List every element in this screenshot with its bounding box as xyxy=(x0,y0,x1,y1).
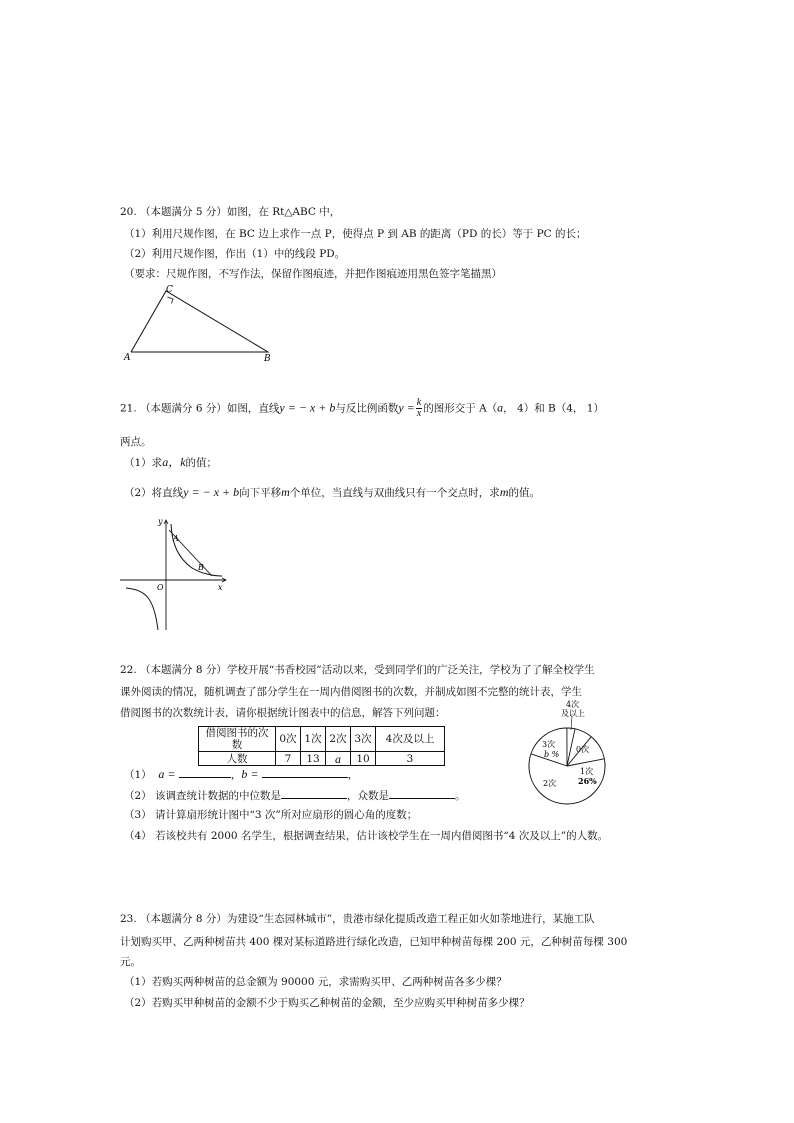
q21-part2-m: m xyxy=(281,485,290,499)
q22-part1-number: （1） xyxy=(124,769,152,781)
q22-part2 xyxy=(124,787,466,803)
q22-part1 xyxy=(124,766,358,782)
q22-part2-end: 。 xyxy=(455,790,466,802)
answer-blank-mode[interactable] xyxy=(389,787,455,799)
q21-text-1: 21. （本题满分 6 分）如图，直线 xyxy=(120,402,280,415)
pie-label-1-percent: 26% xyxy=(578,776,597,786)
pie-label-3-percent: b % xyxy=(544,750,560,759)
q22-line1: 22. （本题满分 8 分）学校开展“书香校园”活动以来，受到同学们的广泛关注，学校为了了解全校学生 xyxy=(120,664,595,676)
q21-part2-suffix: 的值。 xyxy=(508,487,540,499)
q22-line3: 借阅图书的次数统计表，请你根据统计图表中的信息，解答下列问题： xyxy=(120,707,446,719)
table-cell: 3 xyxy=(376,752,445,766)
q20-part2: （2）利用尺规作图，作出（1）中的线段 PD。 xyxy=(124,248,346,260)
q23-line2: 计划购买甲、乙两种树苗共 400 棵对某标道路进行绿化改造，已知甲种树苗每棵 200 元，乙种树苗每棵 300 xyxy=(120,936,628,948)
pie-label-0: 0次 xyxy=(576,745,590,754)
q22-line2: 课外阅读的情况，随机调查了部分学生在一周内借阅图书的次数，并制成如图不完整的统计表，学生 xyxy=(120,686,582,698)
table-cell: 3次 xyxy=(351,727,376,752)
q21-part2-mid2: 个单位，当直线与双曲线只有一个交点时，求 xyxy=(289,487,500,499)
q22-part2-mid: ，众数是 xyxy=(347,790,390,802)
q22-part1-end: ， xyxy=(347,769,359,781)
q21-part2 xyxy=(124,485,540,500)
table-cell: 7 xyxy=(276,752,301,766)
q20-part1: （1）利用尺规作图，在 BC 边上求作一点 P，使得点 P 到 AB 的距离（PD 的长）等于 PC 的长； xyxy=(124,228,587,240)
q23-part2: （2）若购买甲种树苗的金额不少于购买乙种树苗的金额，至少应购买甲种树苗多少棵？ xyxy=(124,997,530,1009)
q22-part3: （3） 请计算扇形统计图中“3 次”所对应扇形的圆心角的度数； xyxy=(124,809,418,821)
table-cell: 0次 xyxy=(276,727,301,752)
table-cell: 借阅图书的次数 xyxy=(199,727,276,752)
answer-blank-b[interactable] xyxy=(262,766,348,778)
q21-text-2: 与反比例函数 xyxy=(335,402,399,415)
table-cell: 13 xyxy=(301,752,326,766)
pie-label-3: 3次 xyxy=(542,740,556,749)
q20-requirement: （要求：尺规作图，不写作法，保留作图痕迹，并把作图痕迹用黑色签字笔描黑） xyxy=(124,268,502,280)
q23-part1: （1）若购买两种树苗的总金额为 90000 元，求需购买甲、乙两种树苗各多少棵？ xyxy=(124,976,507,988)
table-row xyxy=(199,752,445,766)
triangle-figure xyxy=(120,286,280,366)
answer-blank-median[interactable] xyxy=(281,787,347,799)
q21-part2-m2: m xyxy=(499,485,509,499)
y-axis-label: y xyxy=(158,517,163,526)
q21-line-equation: y = − x + b xyxy=(279,400,336,415)
pie-label-4plus-2: 及以上 xyxy=(561,709,585,718)
q22-b-label: b = xyxy=(241,767,259,781)
q23-line3: 元。 xyxy=(120,956,141,968)
q21-a-variable: a xyxy=(497,400,504,415)
q21-part1-prefix: （1）求 xyxy=(124,457,163,469)
borrow-count-table xyxy=(198,726,445,766)
q21-text-5: 两点。 xyxy=(120,436,152,448)
x-axis-label: x xyxy=(218,583,223,592)
q21-fraction xyxy=(416,398,422,419)
table-cell: 4次及以上 xyxy=(376,727,445,752)
vertex-b-label: B xyxy=(264,354,271,364)
q21-function-lhs: y = xyxy=(398,400,415,415)
answer-blank-a[interactable] xyxy=(179,766,231,778)
table-header-row xyxy=(199,727,445,752)
q21-part2-prefix: （2）将直线 xyxy=(124,487,184,499)
table-cell: 1次 xyxy=(301,727,326,752)
point-b-label: B xyxy=(198,563,204,572)
q21-title xyxy=(120,398,604,419)
table-cell: 人数 xyxy=(199,752,276,766)
q21-part1-suffix: 的值； xyxy=(185,457,218,469)
q21-part2-equation: y = − x + b xyxy=(183,485,240,499)
q22-part4: （4） 若该校共有 2000 名学生，根据调查结果，估计该校学生在一周内借阅图书“4 次及以上”的人数。 xyxy=(124,830,609,842)
table-cell: 10 xyxy=(351,752,376,766)
q22-a-label: a = xyxy=(158,767,176,781)
pie-label-1: 1次 xyxy=(580,767,594,776)
q21-text-4: ， 4）和 B（4， 1） xyxy=(503,402,604,415)
table-cell: a xyxy=(326,752,351,766)
pie-label-2: 2次 xyxy=(543,779,557,788)
pie-label-4plus: 4次 xyxy=(566,700,580,709)
q21-part2-mid: 向下平移 xyxy=(239,487,282,499)
q22-part2-text: （2） 该调查统计数据的中位数是 xyxy=(124,790,282,802)
q21-part1-vars: a，k xyxy=(162,455,186,469)
origin-label: O xyxy=(157,583,164,592)
q23-line1: 23. （本题满分 8 分）为建设“生态园林城市”，贵港市绿化提质改造工程正如火如荼地进行，某施工队 xyxy=(120,913,595,925)
q21-text-3: 的图形交于 A（ xyxy=(423,402,498,415)
fraction-denominator: x xyxy=(416,408,422,419)
table-cell: 2次 xyxy=(326,727,351,752)
q22-part1-sep: ， xyxy=(230,769,242,781)
fraction-numerator: k xyxy=(416,397,422,408)
pie-chart xyxy=(522,700,612,804)
q20-title: 20. （本题满分 5 分）如图，在 Rt△ABC 中， xyxy=(120,206,341,218)
vertex-c-label: C xyxy=(166,285,173,295)
q21-part1 xyxy=(124,455,217,470)
point-a-label: A xyxy=(173,534,179,543)
hyperbola-graph xyxy=(118,514,230,634)
vertex-a-label: A xyxy=(124,353,131,363)
